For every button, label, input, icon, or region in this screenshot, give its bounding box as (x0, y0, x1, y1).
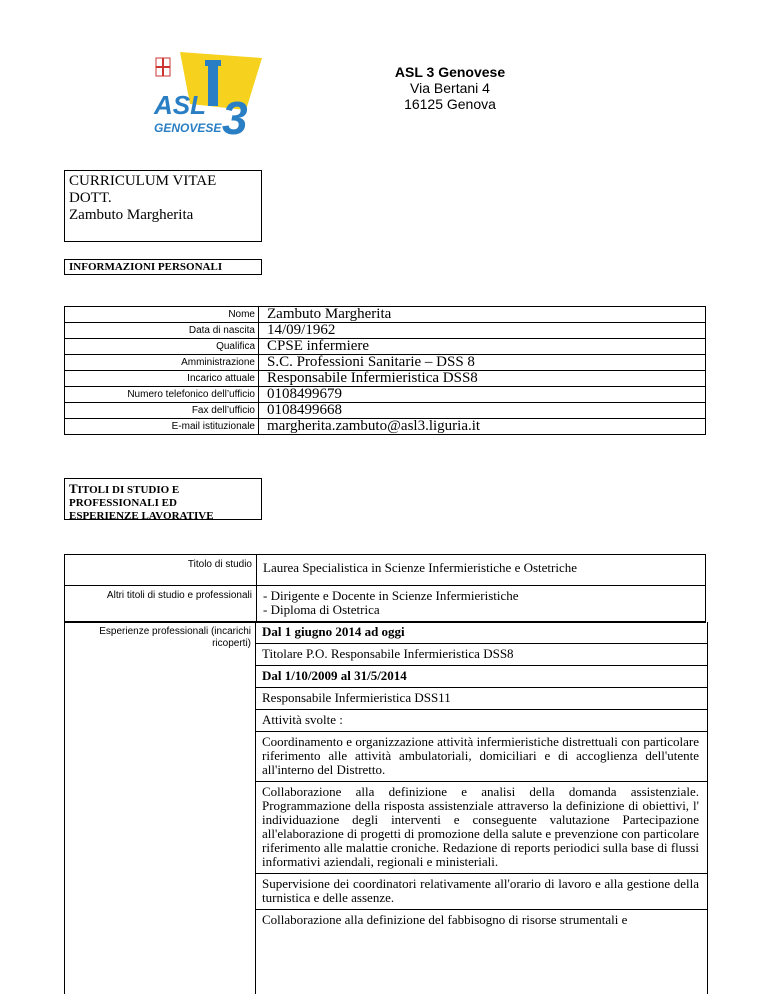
experience-entry: Attività svolte : (256, 710, 707, 732)
experience-entry: Dal 1/10/2009 al 31/5/2014 (256, 666, 707, 688)
svg-text:ASL: ASL (154, 90, 206, 120)
other-titles-value (257, 586, 706, 622)
study-label: Titolo di studio (65, 555, 257, 586)
experience-section (64, 622, 708, 994)
section-titles-itoli: ITOLI (77, 484, 110, 496)
personal-info-row (65, 387, 706, 403)
asl3-logo (150, 52, 280, 140)
personal-info-label: Amministrazione (65, 355, 259, 371)
experience-entry: Collaborazione alla definizione e analisi della domanda assistenziale. Programmazione della risposta assistenziale attraverso la definizione di obiettivi, l' individuazione degli interventi e conseguente valutazione Partecipazione all'elaborazione di progetti di promozione della salute e prevenzione con particolare riferimento alle malattie croniche. Redazione di reports periodici sulla base di flussi informativi aziendali, regionali e ministeriali. (256, 782, 707, 874)
organization-header (370, 64, 530, 112)
personal-info-label: Data di nascita (65, 323, 259, 339)
personal-info-label: Qualifica (65, 339, 259, 355)
personal-info-value: 14/09/1962 (259, 323, 706, 339)
personal-info-row (65, 323, 706, 339)
svg-text:GENOVESE: GENOVESE (154, 121, 222, 135)
cv-title: CURRICULUM VITAE (69, 173, 217, 189)
personal-info-row (65, 419, 706, 435)
personal-info-label: Incarico attuale (65, 371, 259, 387)
experience-entry: Titolare P.O. Responsabile Infermieristica DSS8 (256, 644, 707, 666)
study-row (65, 555, 706, 586)
experience-entry: Supervisione dei coordinatori relativamente all'orario di lavoro e alla gestione della turnistica e delle assenze. (256, 874, 707, 910)
personal-info-label: Fax dell’ufficio (65, 403, 259, 419)
experience-entry: Coordinamento e organizzazione attività infermieristiche distrettuali con particolare riferimento alle attività ambulatoriali, domiciliari e di accoglienza dell'utente all'interno del Distretto. (256, 732, 707, 782)
experience-body (256, 622, 707, 931)
personal-info-row (65, 339, 706, 355)
organization-name: ASL 3 Genovese (394, 64, 506, 80)
experience-entry: Collaborazione alla definizione del fabbisogno di risorse strumentali e (262, 912, 628, 927)
study-table (64, 554, 706, 622)
personal-info-table (64, 306, 706, 435)
asl3-logo-graphic (150, 52, 280, 140)
personal-info-row (65, 307, 706, 323)
section-personal-info: INFORMAZIONI PERSONALI (64, 259, 262, 275)
personal-info-label: Nome (65, 307, 259, 323)
personal-info-value: CPSE infermiere (259, 339, 706, 355)
other-titles-row (65, 586, 706, 622)
personal-info-label: E-mail istituzionale (65, 419, 259, 435)
section-titles-line2: PROFESSIONALI ED (69, 497, 177, 509)
other-title-item: - Diploma di Ostetrica (263, 602, 380, 617)
organization-address: Via Bertani 4 (410, 80, 490, 96)
section-titles-experience (64, 478, 262, 520)
personal-info-row (65, 371, 706, 387)
personal-info-value: margherita.zambuto@asl3.liguria.it (259, 419, 706, 435)
section-titles-line3: ESPERIENZE LAVORATIVE (69, 510, 214, 522)
personal-info-value: 0108499679 (259, 387, 706, 403)
study-value: Laurea Specialistica in Scienze Infermieristiche e Ostetriche (257, 555, 706, 586)
organization-city: 16125 Genova (404, 96, 496, 112)
experience-entry: Dal 1 giugno 2014 ad oggi (256, 622, 707, 644)
cv-doctor-title: DOTT. (69, 190, 112, 206)
section-titles-initial: T (69, 481, 78, 496)
personal-info-label: Numero telefonico dell’ufficio (65, 387, 259, 403)
svg-text:3: 3 (222, 92, 248, 140)
other-titles-label: Altri titoli di studio e professionali (65, 586, 257, 622)
personal-info-value: Zambuto Margherita (259, 307, 706, 323)
personal-info-value: Responsabile Infermieristica DSS8 (259, 371, 706, 387)
cv-person-name: Zambuto Margherita (69, 207, 194, 223)
section-titles-rest: DI STUDIO E (109, 484, 180, 496)
personal-info-value: S.C. Professioni Sanitarie – DSS 8 (259, 355, 706, 371)
other-title-item: - Dirigente e Docente in Scienze Infermieristiche (263, 588, 519, 603)
experience-entry: Responsabile Infermieristica DSS11 (256, 688, 707, 710)
experience-label: Esperienze professionali (incarichi ricoperti) (65, 622, 256, 994)
personal-info-row (65, 355, 706, 371)
personal-info-row (65, 403, 706, 419)
personal-info-value: 0108499668 (259, 403, 706, 419)
cv-title-box (64, 170, 262, 242)
